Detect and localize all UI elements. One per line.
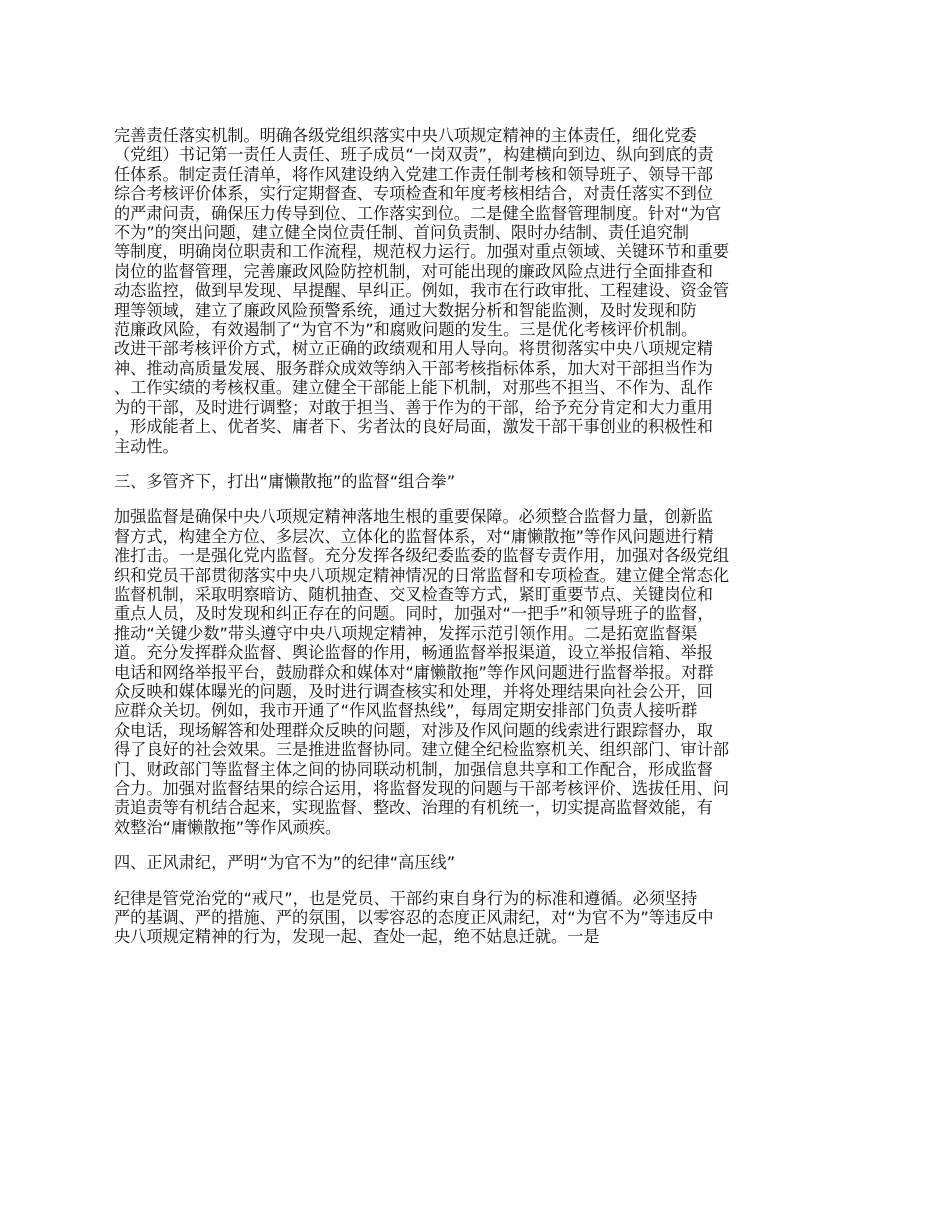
text-line: 织和党员干部贯彻落实中央八项规定精神情况的日常监督和专项检查。建立健全常态化 bbox=[114, 565, 730, 585]
text-line: 严的基调、严的措施、严的氛围，以零容忍的态度正风肃纪，对“为官不为”等违反中 bbox=[114, 908, 714, 928]
text-line: 不为”的突出问题，建立健全岗位责任制、首问负责制、限时办结制、责任追究制 bbox=[114, 223, 689, 243]
text-line: 综合考核评价体系，实行定期督查、专项检查和年度考核相结合，对责任落实不到位 bbox=[114, 184, 713, 204]
text-line: 道。充分发挥群众监督、舆论监督的作用，畅通监督举报渠道，设立举报信箱、举报 bbox=[114, 643, 713, 663]
text-line: ，形成能者上、优者奖、庸者下、劣者汰的良好局面，激发干部干事创业的积极性和 bbox=[114, 417, 713, 437]
text-line: 动态监控，做到早发现、早提醒、早纠正。例如，我市在行政审批、工程建设、资金管 bbox=[114, 281, 730, 301]
text-line: 任体系。制定责任清单，将作风建设纳入党建工作责任制考核和领导班子、领导干部 bbox=[114, 164, 713, 184]
text-line: 责追责等有机结合起来，实现监督、整改、治理的有机统一，切实提高监督效能，有 bbox=[114, 798, 713, 818]
text-line: 纪律是管党治党的“戒尺”，也是党员、干部约束自身行为的标准和遵循。必须坚持 bbox=[114, 888, 698, 908]
text-line: 应群众关切。例如，我市开通了“作风监督热线”，每周定期安排部门负责人接听群 bbox=[114, 701, 698, 721]
text-line: 央八项规定精神的行为，发现一起、查处一起，绝不姑息迁就。一是 bbox=[114, 927, 600, 947]
text-line: 的严肃问责，确保压力传导到位、工作落实到位。二是健全监督管理制度。针对“为官 bbox=[114, 203, 722, 223]
paragraph-gap bbox=[114, 837, 854, 853]
text-line: 改进干部考核评价方式，树立正确的政绩观和用人导向。将贯彻落实中央八项规定精 bbox=[114, 339, 713, 359]
text-line: 电话和网络举报平台，鼓励群众和媒体对“庸懒散拖”等作风问题进行监督举报。对群 bbox=[114, 662, 714, 682]
heading-text: 三、多管齐下，打出“庸懒散拖”的监督“组合拳” bbox=[114, 471, 456, 491]
text-line: 众反映和媒体曝光的问题，及时进行调查核实和处理，并将处理结果向社会公开，回 bbox=[114, 681, 713, 701]
text-line: 准打击。一是强化党内监督。充分发挥各级纪委监委的监督专责作用，加强对各级党组 bbox=[114, 546, 730, 566]
text-line: （党组）书记第一责任人责任、班子成员“一岗双责”，构建横向到边、纵向到底的责 bbox=[114, 145, 714, 165]
text-line: 门、财政部门等监督主体之间的协同联动机制，加强信息共享和工作配合，形成监督 bbox=[114, 759, 713, 779]
text-line: 范廉政风险，有效遏制了“为官不为”和腐败问题的发生。三是优化考核评价机制。 bbox=[114, 320, 698, 340]
body-paragraph bbox=[114, 507, 854, 837]
heading-text: 四、正风肃纪，严明“为官不为”的纪律“高压线” bbox=[114, 853, 456, 873]
section-heading bbox=[114, 472, 854, 491]
text-line: 理等领域，建立了廉政风险预警系统，通过大数据分析和智能监测，及时发现和防 bbox=[114, 300, 697, 320]
body-paragraph bbox=[114, 889, 854, 947]
paragraph-gap bbox=[114, 873, 854, 889]
paragraph-gap bbox=[114, 456, 854, 472]
text-line: 得了良好的社会效果。三是推进监督协同。建立健全纪检监察机关、组织部门、审计部 bbox=[114, 740, 730, 760]
paragraph-gap bbox=[114, 491, 854, 507]
text-line: 神、推动高质量发展、服务群众成效等纳入干部考核指标体系，加大对干部担当作为 bbox=[114, 358, 713, 378]
text-line: 推动“关键少数”带头遵守中央八项规定精神，发挥示范引领作用。二是拓宽监督渠 bbox=[114, 623, 698, 643]
text-line: 效整治“庸懒散拖”等作风顽疾。 bbox=[114, 817, 342, 837]
text-line: 监督机制，采取明察暗访、随机抽查、交叉检查等方式，紧盯重要节点、关键岗位和 bbox=[114, 584, 713, 604]
text-line: 众电话，现场解答和处理群众反映的问题，对涉及作风问题的线索进行跟踪督办，取 bbox=[114, 720, 713, 740]
text-line: 加强监督是确保中央八项规定精神落地生根的重要保障。必须整合监督力量，创新监 bbox=[114, 507, 713, 527]
text-line: 完善责任落实机制。明确各级党组织落实中央八项规定精神的主体责任，细化党委 bbox=[114, 126, 697, 145]
text-line: 岗位的监督管理，完善廉政风险防控机制，对可能出现的廉政风险点进行全面排查和 bbox=[114, 261, 713, 281]
text-line: 督方式，构建全方位、多层次、立体化的监督体系，对“庸懒散拖”等作风问题进行精 bbox=[114, 526, 714, 546]
text-line: 合力。加强对监督结果的综合运用，将监督发现的问题与干部考核评价、选拔任用、问 bbox=[114, 779, 730, 798]
text-line: 为的干部，及时进行调整；对敢于担当、善于作为的干部，给予充分肯定和大力重用 bbox=[114, 397, 713, 417]
section-heading bbox=[114, 853, 854, 872]
body-paragraph bbox=[114, 126, 854, 456]
document-page bbox=[114, 126, 854, 947]
text-line: 主动性。 bbox=[114, 436, 179, 456]
text-line: 等制度，明确岗位职责和工作流程，规范权力运行。加强对重点领域、关键环节和重要 bbox=[114, 242, 730, 262]
text-line: 、工作实绩的考核权重。建立健全干部能上能下机制，对那些不担当、不作为、乱作 bbox=[114, 378, 713, 398]
text-line: 重点人员，及时发现和纠正存在的问题。同时，加强对“一把手”和领导班子的监督， bbox=[114, 604, 714, 624]
